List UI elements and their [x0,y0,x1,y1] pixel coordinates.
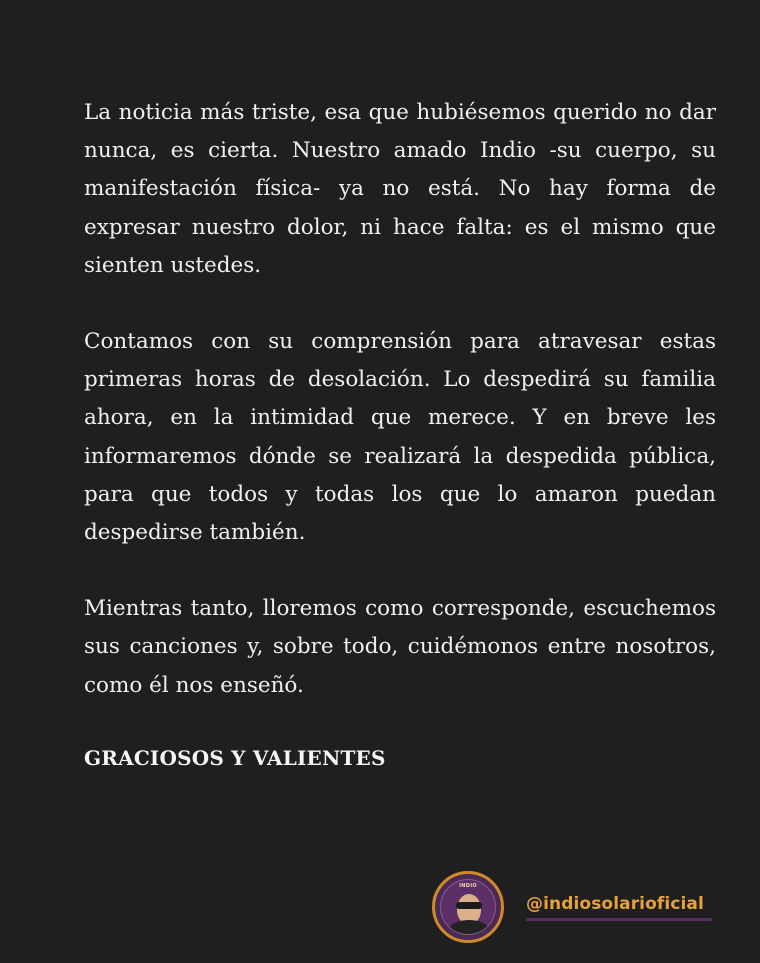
avatar-glasses [456,902,482,909]
avatar-logo-text: INDIO [459,883,477,889]
signature: GRACIOSOS Y VALIENTES [84,745,386,770]
handle-underline [526,918,712,921]
paragraph-3: Mientras tanto, lloremos como corresponde, escuchemos sus canciones y, sobre todo, cuidémonos entre nosotros, como él nos enseñó. [84,596,716,698]
avatar-body [449,920,489,935]
paragraph-2: Contamos con su comprensión para atravesar estas primeras horas de desolación. Lo despedirá su familia ahora, en la intimidad que merece. Y en breve les informaremos dónde se realizará la despedida pública, para que todos y todas los que lo amaron puedan despedirse también. [84,329,716,546]
account-handle[interactable]: @indiosolarioficial [526,894,704,914]
account-badge[interactable] [432,869,722,945]
statement-text [84,94,716,777]
handle-block[interactable] [526,893,712,921]
avatar-portrait-icon [440,879,496,935]
paragraph-1: La noticia más triste, esa que hubiésemos querido no dar nunca, es cierta. Nuestro amado Indio -su cuerpo, su manifestación física- ya no está. No hay forma de expresar nuestro dolor, ni hace falta: es el mismo que sienten ustedes. [84,100,716,278]
avatar[interactable] [432,871,504,943]
